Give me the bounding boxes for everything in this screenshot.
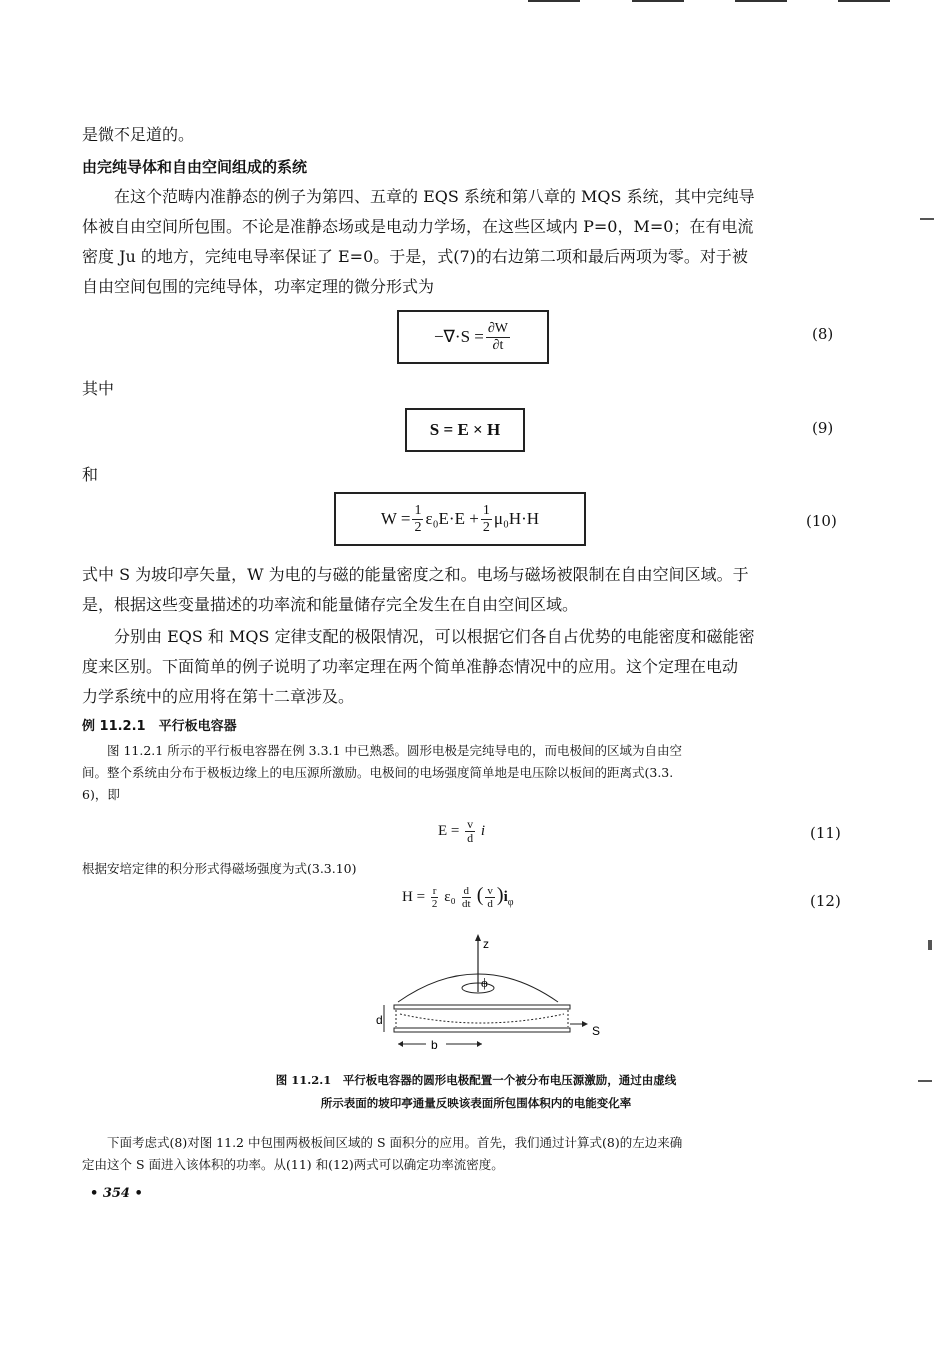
- paragraph-line: 在这个范畴内准静态的例子为第四、五章的 EQS 系统和第八章的 MQS 系统，其中完纯导: [114, 187, 755, 206]
- equation-10-number: (10): [806, 512, 837, 530]
- eq10-half-2: [481, 503, 492, 536]
- eq12-v-fraction: [485, 885, 495, 910]
- paragraph-line: 下面考虑式(8)对图 11.2 中包围两极板间区域的 S 面积分的应用。首先，我们通过计算式(8)的左边来确: [107, 1135, 683, 1150]
- eq9-expr: S = E × H: [429, 420, 501, 439]
- eq10-term1: ε₀E·E +: [425, 509, 479, 528]
- eq11-fraction: [465, 818, 475, 845]
- caption-line: 所示表面的坡印亭通量反映该表面所包围体积内的电能变化率: [320, 1096, 632, 1110]
- b-arrow-right: [477, 1041, 482, 1047]
- equation-9-box: [405, 408, 525, 452]
- eq12-sub: φ: [507, 897, 514, 908]
- top-line: 是微不足道的。: [82, 125, 195, 144]
- eq10-term2: μ₀H·H: [493, 509, 540, 528]
- paragraph-line: 度来区别。下面简单的例子说明了功率定理在两个简单准静态情况中的应用。这个定理在电动: [82, 657, 739, 676]
- eq12-vnum: v: [487, 885, 493, 898]
- scan-speck: [928, 940, 932, 950]
- paragraph-line: 6)，即: [82, 787, 120, 802]
- eq11-den: d: [467, 831, 474, 845]
- top-rule-2: [632, 0, 684, 2]
- eq10-lhs: W =: [380, 509, 411, 528]
- paragraph-line: 式中 S 为坡印亭矢量，W 为电的与磁的能量密度之和。电场与磁场被限制在自由空间区域。于: [82, 565, 749, 584]
- eq12-rnum: r: [432, 885, 437, 898]
- page-number: • 354 •: [90, 1186, 143, 1201]
- paragraph-line: 图 11.2.1 所示的平行板电容器在例 3.3.1 中已熟悉。圆形电极是完纯导电的，而电极间的区域为自由空: [107, 743, 682, 758]
- paragraph-line: 密度 Ju 的地方，完纯电导率保证了 E=0。于是，式(7)的右边第二项和最后两项为零。对于被: [82, 247, 748, 266]
- upper-plate: [394, 1005, 570, 1009]
- lower-plate: [394, 1028, 570, 1032]
- caption-line: 图 11.2.1 平行板电容器的圆形电极配置一个被分布电压源激励，通过由虚线: [275, 1073, 677, 1087]
- eq10-two: 2: [482, 519, 490, 535]
- eq12-lhs: H =: [402, 889, 426, 905]
- surface-curve: [400, 1014, 564, 1023]
- equation-12-number: (12): [810, 892, 841, 910]
- scan-speck: [920, 218, 934, 220]
- eq11-tail: i: [480, 822, 486, 839]
- example-heading: 例 11.2.1 平行板电容器: [82, 719, 237, 734]
- paragraph-line: 自由空间包围的完纯导体，功率定理的微分形式为: [82, 277, 435, 296]
- section-heading: 由完纯导体和自由空间组成的系统: [82, 158, 308, 176]
- equation-12: [402, 884, 514, 910]
- top-rule-1: [528, 0, 580, 2]
- top-rule-4: [838, 0, 890, 2]
- eq12-r-fraction: [431, 885, 439, 910]
- equation-8-box: [397, 310, 549, 364]
- s-label: S: [592, 1024, 601, 1038]
- paragraph-line: 力学系统中的应用将在第十二章涉及。: [82, 687, 355, 706]
- eq12-vden: d: [487, 898, 493, 911]
- equation-9-number: (9): [812, 419, 834, 437]
- label-qizhong: 其中: [82, 379, 115, 398]
- eq8-lhs: −∇·S =: [433, 327, 484, 346]
- eq12-d-fraction: [462, 885, 472, 910]
- equation-11-number: (11): [810, 824, 841, 842]
- z-label: z: [483, 937, 489, 951]
- phi-label: ϕ: [481, 975, 488, 990]
- eq12-tail: i: [503, 889, 508, 905]
- eq8-fraction: [486, 321, 510, 354]
- paragraph-5: 根据安培定律的积分形式得磁场强度为式(3.3.10): [82, 861, 357, 876]
- paragraph-line: 是，根据这些变量描述的功率流和能量储存完全发生在自由空间区域。: [82, 595, 579, 614]
- d-label: d: [376, 1013, 383, 1027]
- top-rule-3: [735, 0, 787, 2]
- scan-speck: [918, 1080, 932, 1082]
- eq8-den: ∂t: [492, 337, 504, 353]
- eq12-dden: dt: [461, 898, 471, 911]
- eq12-rden: 2: [431, 898, 438, 911]
- eq12-lparen: (: [476, 884, 484, 906]
- b-arrow-left: [398, 1041, 403, 1047]
- eq12-eps: ε₀: [444, 889, 456, 905]
- z-axis-arrow: [475, 934, 481, 941]
- paragraph-line: 体被自由空间所包围。不论是准静态场或是电动力学场，在这些区域内 P=0，M=0；在有电流: [82, 217, 754, 236]
- b-label: b: [431, 1038, 438, 1052]
- equation-10-box: [334, 492, 586, 546]
- s-arrow-head: [582, 1021, 588, 1027]
- paragraph-line: 定由这个 S 面进入该体积的功率。从(11) 和(12)两式可以确定功率流密度。: [82, 1157, 504, 1172]
- equation-11: [438, 818, 485, 845]
- eq11-num: v: [467, 817, 474, 831]
- figure-capacitor: [370, 932, 610, 1060]
- paragraph-line: 分别由 EQS 和 MQS 定律支配的极限情况，可以根据它们各自占优势的电能密度和磁能密: [114, 627, 755, 646]
- label-he: 和: [82, 465, 99, 484]
- eq12-rparen: ): [496, 884, 504, 906]
- eq10-one: 1: [482, 502, 490, 518]
- eq11-lhs: E =: [438, 822, 460, 839]
- eq8-num: ∂W: [487, 320, 509, 336]
- paragraph-line: 间。整个系统由分布于极板边缘上的电压源所激励。电极间的电场强度简单地是电压除以板间的距离式(3.3.: [82, 765, 674, 780]
- eq12-dnum: d: [463, 885, 469, 898]
- equation-8-number: (8): [812, 325, 834, 343]
- eq10-two: 2: [414, 519, 422, 535]
- eq10-half-1: [412, 503, 423, 536]
- eq10-one: 1: [414, 502, 422, 518]
